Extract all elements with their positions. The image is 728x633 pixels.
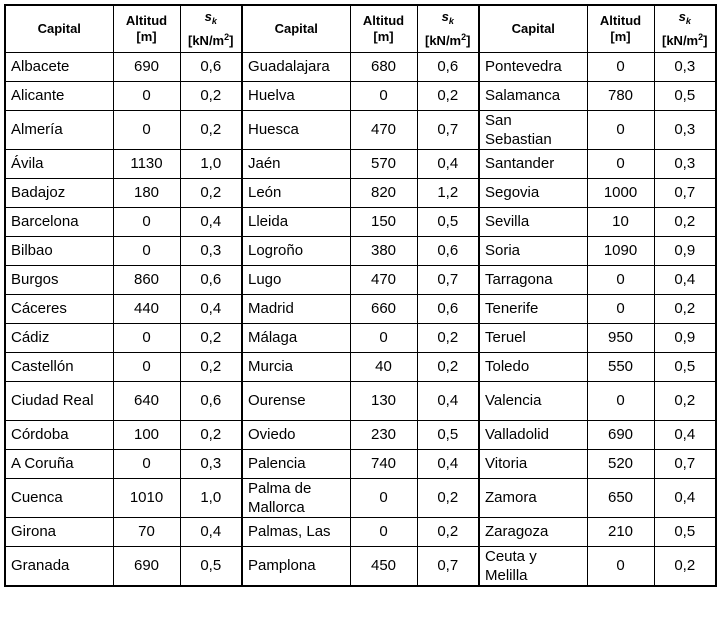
capital-cell: Cáceres [5,294,113,323]
header-sk-symbol: s [678,8,686,24]
header-sk-unit-prefix: [kN/m [662,32,699,48]
snow-load-cell: 0,2 [417,81,479,110]
table-row [5,81,716,110]
table-header-row [5,5,716,52]
snow-load-cell: 0,2 [417,478,479,517]
capital-cell: Oviedo [242,420,350,449]
snow-load-cell: 0,2 [180,178,242,207]
table-row [5,236,716,265]
table-row [5,449,716,478]
altitude-cell: 180 [113,178,180,207]
capital-cell: Burgos [5,265,113,294]
altitude-cell: 1000 [587,178,654,207]
altitude-cell: 820 [350,178,417,207]
capital-cell: Alicante [5,81,113,110]
altitude-cell: 0 [350,81,417,110]
altitude-cell: 690 [113,52,180,81]
snow-load-cell: 0,2 [417,352,479,381]
header-sk-unit-suffix: ] [466,32,471,48]
altitude-cell: 570 [350,149,417,178]
capital-cell: Bilbao [5,236,113,265]
capital-cell: Soria [479,236,587,265]
header-snow-load [654,5,716,52]
table-row [5,517,716,546]
header-sk-unit-exp: 2 [224,31,230,42]
snow-load-cell: 0,6 [417,294,479,323]
table-row [5,149,716,178]
snow-load-cell: 0,6 [417,52,479,81]
snow-load-cell: 0,3 [180,449,242,478]
capital-cell: Granada [5,546,113,586]
capital-cell: Tenerife [479,294,587,323]
altitude-cell: 40 [350,352,417,381]
snow-load-cell: 0,4 [417,449,479,478]
table-row [5,420,716,449]
header-sk-subscript: k [448,15,454,26]
capital-cell: Teruel [479,323,587,352]
altitude-cell: 0 [350,478,417,517]
capital-cell: San Sebastian [479,110,587,149]
capital-cell: Ceuta y Melilla [479,546,587,586]
header-sk-unit-exp: 2 [698,31,704,42]
capital-cell: Vitoria [479,449,587,478]
altitude-cell: 470 [350,110,417,149]
altitude-cell: 780 [587,81,654,110]
altitude-cell: 860 [113,265,180,294]
altitude-cell: 0 [587,52,654,81]
altitude-cell: 1130 [113,149,180,178]
snow-load-cell: 0,2 [654,294,716,323]
altitude-cell: 0 [587,381,654,420]
altitude-cell: 0 [350,517,417,546]
capital-cell: Logroño [242,236,350,265]
table-row [5,178,716,207]
header-sk-unit-suffix: ] [703,32,708,48]
header-sk-subscript: k [211,15,217,26]
header-sk-unit-exp: 2 [461,31,467,42]
table-row [5,323,716,352]
snow-load-cell: 0,4 [417,149,479,178]
snow-load-cell: 0,5 [417,420,479,449]
altitude-cell: 0 [113,236,180,265]
snow-load-cell: 0,2 [180,81,242,110]
altitude-cell: 230 [350,420,417,449]
altitude-cell: 680 [350,52,417,81]
capital-cell: Salamanca [479,81,587,110]
capital-cell: Zaragoza [479,517,587,546]
snow-load-cell: 0,4 [180,517,242,546]
altitude-cell: 70 [113,517,180,546]
snow-load-cell: 0,7 [417,110,479,149]
snow-load-cell: 0,5 [654,352,716,381]
capital-cell: Ourense [242,381,350,420]
altitude-cell: 470 [350,265,417,294]
capital-cell: Santander [479,149,587,178]
table-row [5,546,716,586]
capital-cell: Lugo [242,265,350,294]
altitude-cell: 0 [587,294,654,323]
table-row [5,110,716,149]
altitude-cell: 0 [587,149,654,178]
snow-load-cell: 0,7 [654,178,716,207]
snow-load-cell: 0,6 [180,52,242,81]
altitude-cell: 1010 [113,478,180,517]
snow-load-cell: 0,3 [654,110,716,149]
snow-load-cell: 0,3 [654,52,716,81]
altitude-cell: 740 [350,449,417,478]
snow-load-cell: 0,6 [180,381,242,420]
capital-cell: Badajoz [5,178,113,207]
capital-cell: Lleida [242,207,350,236]
altitude-cell: 0 [587,265,654,294]
capital-cell: Cádiz [5,323,113,352]
header-sk-subscript: k [685,15,691,26]
capital-cell: Cuenca [5,478,113,517]
snow-load-cell: 0,2 [180,420,242,449]
snow-load-cell: 0,4 [180,207,242,236]
snow-load-cell: 0,3 [180,236,242,265]
snow-load-cell: 0,2 [417,323,479,352]
snow-load-cell: 0,9 [654,323,716,352]
capital-cell: Toledo [479,352,587,381]
header-capital: Capital [5,5,113,52]
capital-cell: Albacete [5,52,113,81]
capital-cell: Madrid [242,294,350,323]
header-snow-load [180,5,242,52]
header-snow-load [417,5,479,52]
capital-cell: Palma de Mallorca [242,478,350,517]
capital-cell: Pontevedra [479,52,587,81]
snow-load-cell: 0,2 [180,110,242,149]
snow-load-cell: 0,7 [417,265,479,294]
header-altitude-name: Altitud [362,12,405,28]
snow-load-cell: 0,4 [180,294,242,323]
altitude-cell: 0 [113,449,180,478]
header-altitude-name: Altitud [125,12,168,28]
altitude-cell: 0 [113,207,180,236]
altitude-cell: 10 [587,207,654,236]
snow-load-table [4,4,717,587]
table-row [5,265,716,294]
snow-load-cell: 0,5 [417,207,479,236]
altitude-cell: 450 [350,546,417,586]
table-row [5,352,716,381]
capital-cell: Pamplona [242,546,350,586]
capital-cell: Palmas, Las [242,517,350,546]
header-sk-unit-prefix: [kN/m [425,32,462,48]
altitude-cell: 550 [587,352,654,381]
capital-cell: Valladolid [479,420,587,449]
snow-load-cell: 0,7 [417,546,479,586]
altitude-cell: 650 [587,478,654,517]
altitude-cell: 640 [113,381,180,420]
capital-cell: Palencia [242,449,350,478]
table-row [5,52,716,81]
header-capital: Capital [479,5,587,52]
table-row [5,207,716,236]
header-altitude-unit: [m] [373,28,394,44]
header-altitude [587,5,654,52]
capital-cell: Tarragona [479,265,587,294]
altitude-cell: 0 [587,546,654,586]
header-sk-unit-prefix: [kN/m [188,32,225,48]
capital-cell: Ávila [5,149,113,178]
table-body [5,52,716,586]
header-sk-unit-suffix: ] [229,32,234,48]
header-altitude-name: Altitud [599,12,642,28]
capital-cell: Huesca [242,110,350,149]
snow-load-cell: 0,2 [654,546,716,586]
altitude-cell: 150 [350,207,417,236]
altitude-cell: 660 [350,294,417,323]
capital-cell: Murcia [242,352,350,381]
capital-cell: Málaga [242,323,350,352]
altitude-cell: 520 [587,449,654,478]
header-capital: Capital [242,5,350,52]
snow-load-cell: 0,5 [654,517,716,546]
header-altitude-unit: [m] [136,28,157,44]
snow-load-cell: 1,0 [180,478,242,517]
snow-load-cell: 0,2 [180,323,242,352]
capital-cell: Valencia [479,381,587,420]
snow-load-cell: 1,0 [180,149,242,178]
capital-cell: Girona [5,517,113,546]
table-row [5,381,716,420]
altitude-cell: 130 [350,381,417,420]
altitude-cell: 0 [113,110,180,149]
snow-load-cell: 0,4 [654,420,716,449]
capital-cell: Guadalajara [242,52,350,81]
snow-load-cell: 0,6 [180,265,242,294]
header-sk-symbol: s [441,8,449,24]
capital-cell: Huelva [242,81,350,110]
capital-cell: Zamora [479,478,587,517]
header-sk-symbol: s [204,8,212,24]
header-altitude [350,5,417,52]
snow-load-cell: 0,5 [654,81,716,110]
altitude-cell: 1090 [587,236,654,265]
altitude-cell: 690 [587,420,654,449]
capital-cell: Córdoba [5,420,113,449]
altitude-cell: 0 [113,323,180,352]
altitude-cell: 0 [587,110,654,149]
snow-load-cell: 0,2 [654,381,716,420]
snow-load-cell: 0,6 [417,236,479,265]
snow-load-cell: 0,3 [654,149,716,178]
altitude-cell: 210 [587,517,654,546]
header-altitude [113,5,180,52]
capital-cell: A Coruña [5,449,113,478]
altitude-cell: 0 [113,352,180,381]
snow-load-cell: 0,5 [180,546,242,586]
capital-cell: Barcelona [5,207,113,236]
capital-cell: Ciudad Real [5,381,113,420]
snow-load-cell: 0,4 [654,478,716,517]
altitude-cell: 0 [350,323,417,352]
snow-load-cell: 0,2 [180,352,242,381]
header-altitude-unit: [m] [610,28,631,44]
capital-cell: Jaén [242,149,350,178]
capital-cell: Castellón [5,352,113,381]
snow-load-cell: 0,2 [654,207,716,236]
altitude-cell: 0 [113,81,180,110]
altitude-cell: 100 [113,420,180,449]
altitude-cell: 380 [350,236,417,265]
altitude-cell: 950 [587,323,654,352]
snow-load-cell: 0,4 [654,265,716,294]
snow-load-cell: 0,4 [417,381,479,420]
altitude-cell: 690 [113,546,180,586]
capital-cell: Sevilla [479,207,587,236]
table-row [5,294,716,323]
capital-cell: Almería [5,110,113,149]
snow-load-cell: 1,2 [417,178,479,207]
snow-load-cell: 0,7 [654,449,716,478]
table-row [5,478,716,517]
snow-load-cell: 0,9 [654,236,716,265]
capital-cell: León [242,178,350,207]
capital-cell: Segovia [479,178,587,207]
altitude-cell: 440 [113,294,180,323]
snow-load-cell: 0,2 [417,517,479,546]
